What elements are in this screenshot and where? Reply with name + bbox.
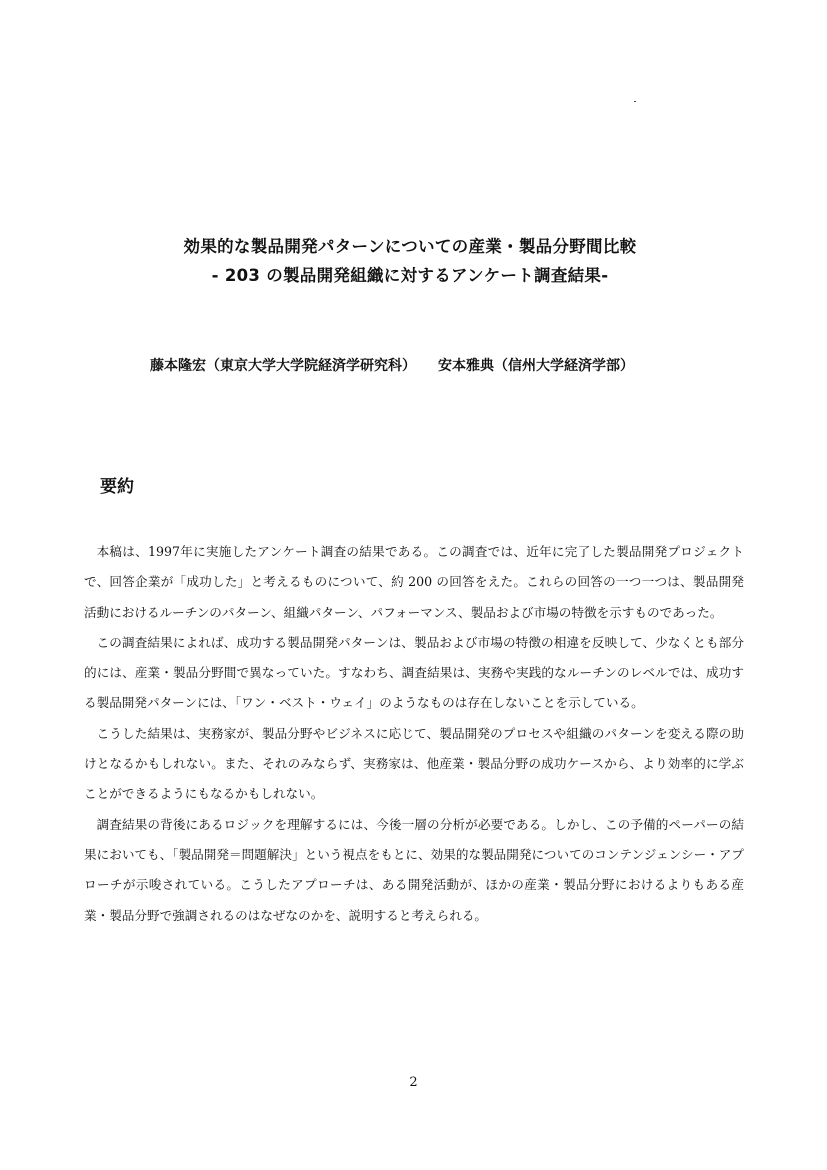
abstract-paragraph-1: 本稿は、1997年に実施したアンケート調査の結果である。この調査では、近年に完了した製品開発プロジェクトで、回答企業が「成功した」と考えるものについて、約 200 の回答をえた。これらの回答の一つ一つは、製品開発活動におけるルーチンのパターン、組織パターン、パフォーマンス、製品および市場の特徴を示すものであった。	[84, 544, 744, 620]
author-yasumoto: 安本雅典（信州大学経済学部）	[438, 358, 634, 374]
document-title: 効果的な製品開発パターンについての産業・製品分野間比較	[183, 237, 637, 256]
abstract-paragraph-3: こうした結果は、実務家が、製品分野やビジネスに応じて、製品開発のプロセスや組織のパターンを変える際の助けとなるかもしれない。また、それのみならず、実務家は、他産業・製品分野の成功ケースから、より効率的に学ぶことができるようにもなるかもしれない。	[84, 725, 744, 802]
abstract-paragraph-2: この調査結果によれば、成功する製品開発パターンは、製品および市場の特徴の相違を反映して、少なくとも部分的には、産業・製品分野間で異なっていた。すなわち、調査結果は、実務や実践的なルーチンのレベルでは、成功する製品開発パターンには、「ワン・ベスト・ウェイ」のようなものは存在しないことを示している。	[84, 634, 744, 711]
section-heading-abstract: 要約	[100, 477, 134, 497]
author-fujimoto: 藤本隆宏（東京大学大学院経済学研究科）	[150, 358, 416, 374]
scan-speck	[634, 101, 636, 102]
page-number: 2	[409, 1075, 418, 1090]
document-subtitle: - 203 の製品開発組織に対するアンケート調査結果-	[211, 266, 609, 285]
abstract-body	[84, 537, 744, 931]
author-line	[150, 355, 670, 375]
abstract-paragraph-4: 調査結果の背後にあるロジックを理解するには、今後一層の分析が必要である。しかし、この予備的ペーパーの結果においても、「製品開発＝問題解決」という視点をもとに、効果的な製品開発についてのコンテンジェンシー・アプローチが示唆されている。こうしたアプローチは、ある開発活動が、ほかの産業・製品分野におけるよりもある産業・製品分野で強調されるのはなぜなのかを、説明すると考えられる。	[84, 816, 744, 923]
